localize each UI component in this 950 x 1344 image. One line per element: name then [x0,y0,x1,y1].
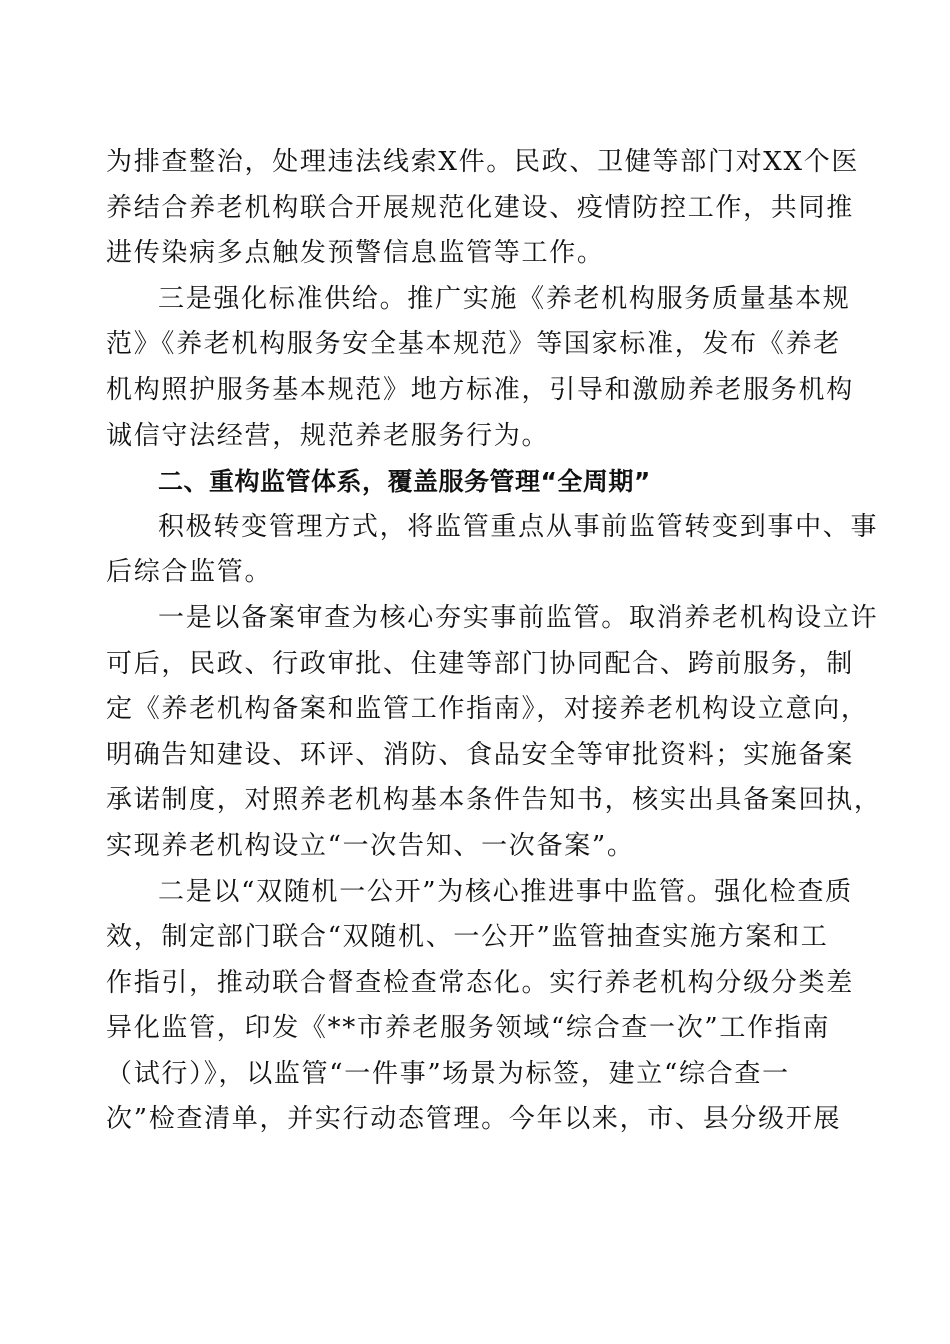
text-line: （试行）》，以监管“一件事”场景为标签，建立“综合查一 [106,1058,790,1089]
text-line: 为排查整治，处理违法线索X件。民政、卫健等部门对XX个医 [106,147,860,177]
text-line: 范》《养老机构服务安全基本规范》等国家标准，发布《养老 [106,329,841,360]
text-line: 承诺制度，对照养老机构基本条件告知书，核实出具备案回执， [106,785,882,816]
text-line: 进传染病多点触发预警信息监管等工作。 [106,238,605,269]
paragraph-start-line: 积极转变管理方式，将监管重点从事前监管转变到事中、事 [158,511,879,542]
text-line: 养结合养老机构联合开展规范化建设、疫情防控工作，共同推 [106,192,854,223]
text-line: 实现养老机构设立“一次告知、一次备案”。 [106,830,635,861]
text-line: 效，制定部门联合“双随机、一公开”监管抽查实施方案和工 [106,922,829,953]
text-line: 诚信守法经营，规范养老服务行为。 [106,420,550,451]
text-line: 可后，民政、行政审批、住建等部门协同配合、跨前服务，制 [106,648,854,679]
paragraph-start-line: 一是以备案审查为核心夯实事前监管。取消养老机构设立许 [158,602,879,633]
text-line: 明确告知建设、环评、消防、食品安全等审批资料；实施备案 [106,739,854,770]
text-line: 次”检查清单，并实行动态管理。今年以来，市、县分级开展 [106,1104,842,1135]
document-body [106,140,882,1143]
paragraph-start-line: 二是以“双随机一公开”为核心推进事中监管。强化检查质 [158,876,853,907]
section-heading: 二、重构监管体系，覆盖服务管理“全周期” [158,467,651,497]
paragraph-start-line: 三是强化标准供给。推广实施《养老机构服务质量基本规 [158,283,851,314]
text-line: 作指引，推动联合督查检查常态化。实行养老机构分级分类差 [106,967,854,998]
text-line: 后综合监管。 [106,557,273,588]
text-line: 定《养老机构备案和监管工作指南》，对接养老机构设立意向， [106,694,869,725]
text-line: 机构照护服务基本规范》地方标准，引导和激励养老服务机构 [106,374,854,405]
text-line: 异化监管，印发《**市养老服务领域“综合查一次”工作指南 [106,1013,831,1044]
